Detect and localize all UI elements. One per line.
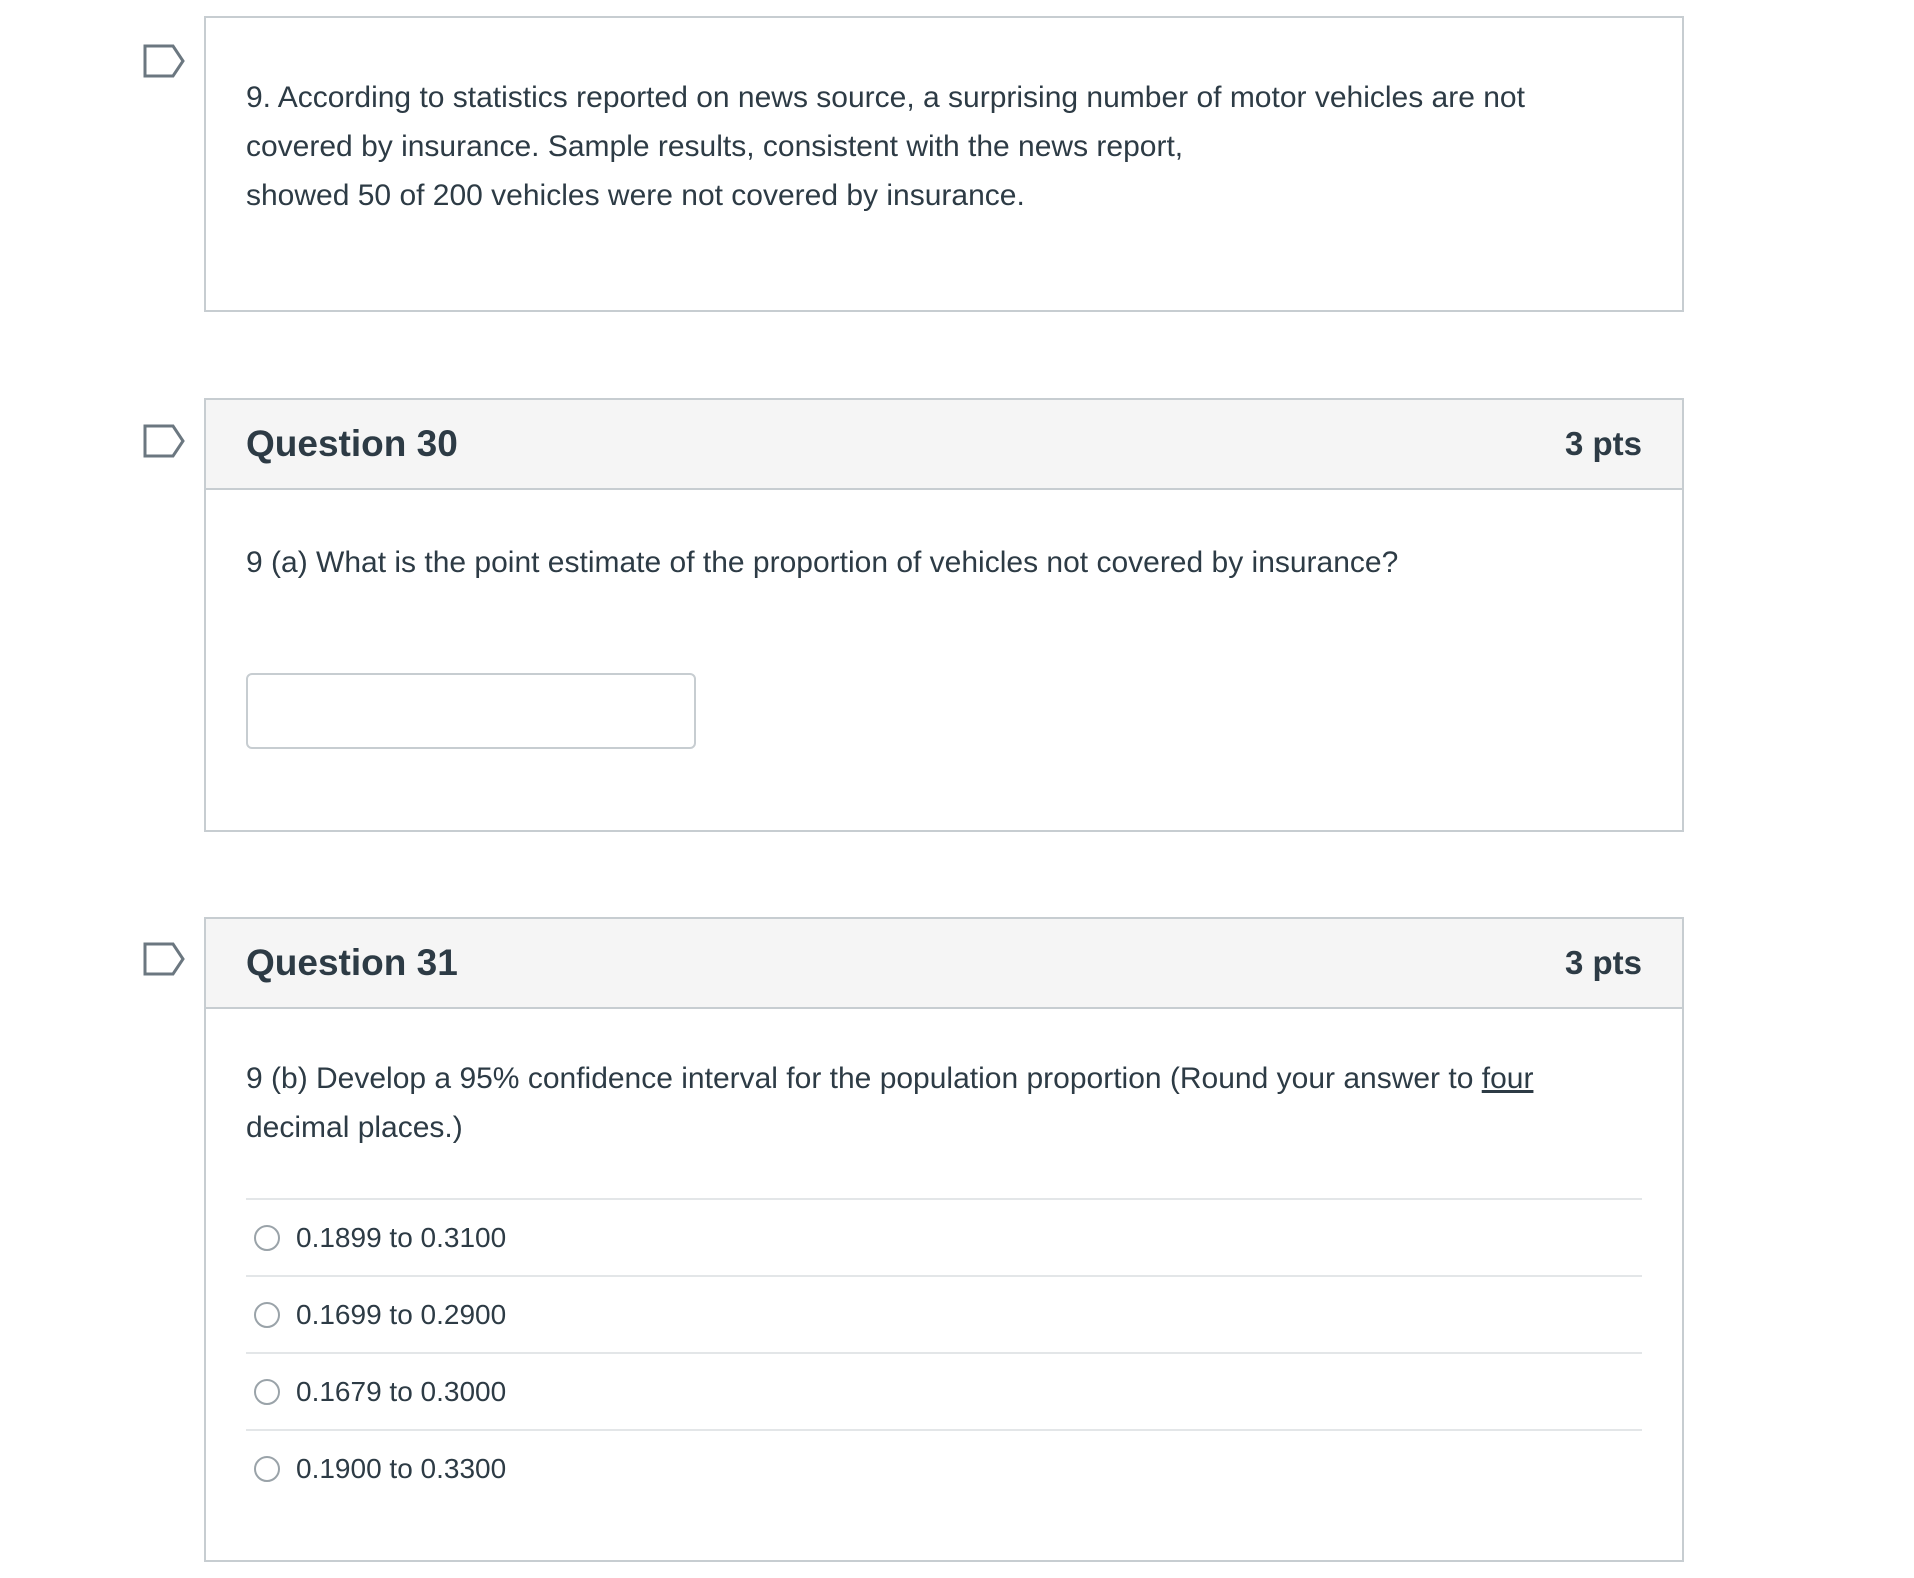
question-text — [246, 1054, 1642, 1152]
stimulus-line-3: showed 50 of 200 vehicles were not covered by insurance. — [246, 179, 1025, 212]
question-text-underlined: four — [1481, 1062, 1534, 1095]
option-label: 0.1899 to 0.3100 — [296, 1221, 507, 1253]
radio-button[interactable] — [254, 1379, 280, 1405]
question-header — [206, 400, 1682, 490]
bookmark-flag-icon — [143, 44, 187, 78]
answer-options — [246, 1198, 1642, 1506]
flag-question-30-icon[interactable] — [143, 424, 187, 458]
answer-input[interactable] — [246, 673, 696, 749]
question-points: 3 pts — [1564, 944, 1642, 981]
answer-option[interactable] — [246, 1431, 1642, 1506]
stimulus-card — [204, 16, 1684, 312]
question-title: Question 31 — [246, 942, 458, 983]
question-text-main: 9 (b) Develop a 95% confidence interval for the population proportion (Round your answer to — [246, 1062, 1482, 1095]
flag-question-31-icon[interactable] — [143, 942, 187, 976]
question-points: 3 pts — [1564, 425, 1642, 462]
question-header — [206, 919, 1682, 1009]
stimulus-line-2: covered by insurance. Sample results, consistent with the news report, — [246, 130, 1184, 163]
flag-question-icon[interactable] — [143, 44, 187, 78]
option-label: 0.1900 to 0.3300 — [296, 1452, 507, 1484]
question-30-card — [204, 398, 1684, 832]
answer-option[interactable] — [246, 1277, 1642, 1354]
radio-button[interactable] — [254, 1225, 280, 1251]
stimulus-text — [246, 73, 1642, 220]
stimulus-line-1: 9. According to statistics reported on news source, a surprising number of motor vehicles are not — [246, 81, 1525, 114]
bookmark-flag-icon — [143, 942, 187, 976]
radio-button[interactable] — [254, 1302, 280, 1328]
answer-option[interactable] — [246, 1354, 1642, 1431]
radio-button[interactable] — [254, 1456, 280, 1482]
question-text-end: decimal places.) — [246, 1111, 463, 1144]
option-label: 0.1679 to 0.3000 — [296, 1375, 507, 1407]
question-text: 9 (a) What is the point estimate of the proportion of vehicles not covered by insurance? — [246, 546, 1399, 579]
bookmark-flag-icon — [143, 424, 187, 458]
answer-option[interactable] — [246, 1200, 1642, 1277]
question-31-card — [204, 917, 1684, 1562]
question-title: Question 30 — [246, 423, 458, 464]
option-label: 0.1699 to 0.2900 — [296, 1298, 507, 1330]
